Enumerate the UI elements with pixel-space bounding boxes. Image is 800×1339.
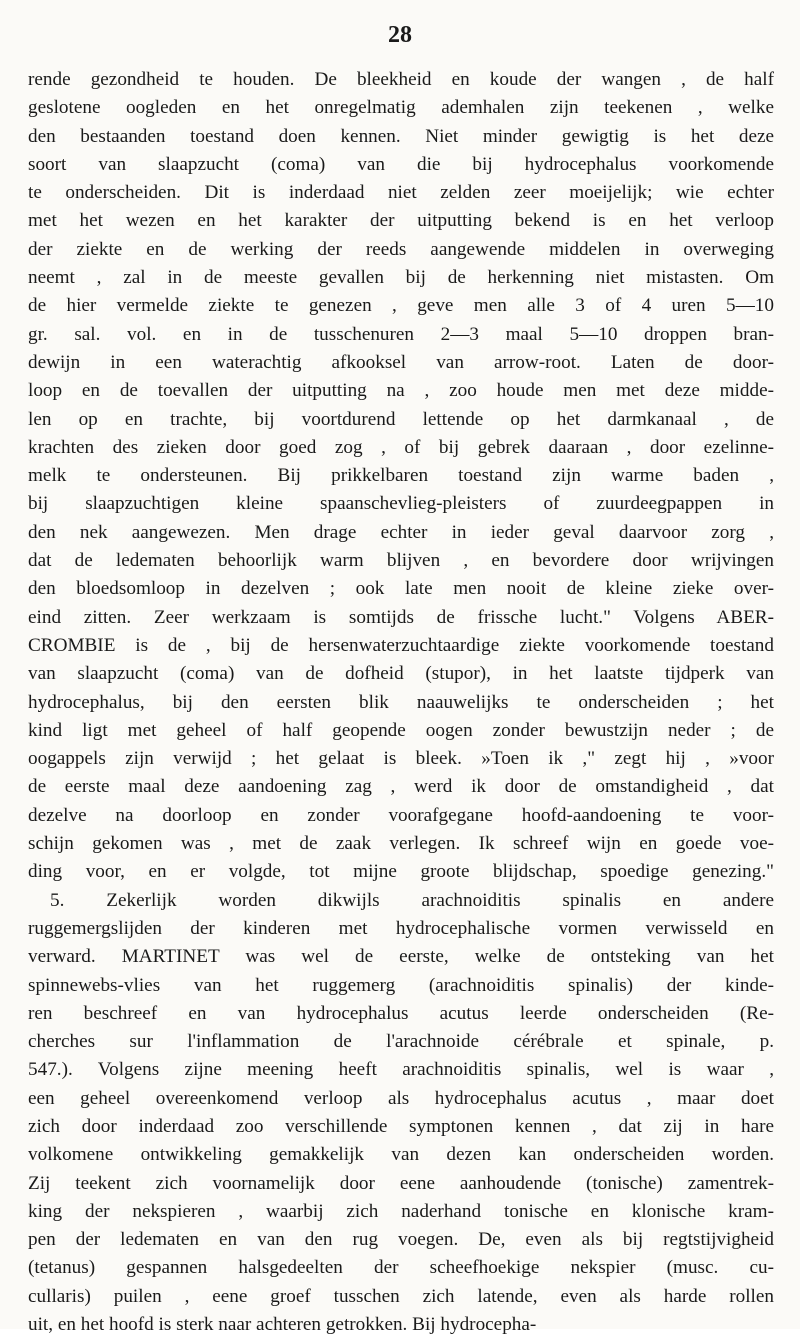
text-line: te onderscheiden. Dit is inderdaad niet zelden zeer moeijelijk; wie echter [28,182,774,204]
text-line: oogappels zijn verwijd ; het gelaat is bleek. »Toen ik ," zegt hij , »voor [28,748,774,770]
text-line: ding voor, en er volgde, tot mijne groote blijdschap, spoedige genezing." [28,861,774,883]
text-line: (tetanus) gespannen halsgedeelten der scheefhoekige nekspier (musc. cu- [28,1257,774,1279]
text-line: zich door inderdaad zoo verschillende symptonen kennen , dat zij in hare [28,1115,774,1137]
text-line: king der nekspieren , waarbij zich naderhand tonische en klonische kram- [28,1200,774,1222]
text-line: ruggemergslijden der kinderen met hydrocephalische vormen verwisseld en [28,917,774,939]
text-line: bij slaapzuchtigen kleine spaanschevlieg-pleisters of zuurdeegpappen in [28,493,774,515]
text-line: dewijn in een waterachtig afkooksel van arrow-root. Laten de door- [28,351,774,373]
text-line: schijn gekomen was , met de zaak verlegen. Ik schreef wijn en goede voe- [28,833,774,855]
text-line: soort van slaapzucht (coma) van die bij hydrocephalus voorkomende [28,153,774,175]
text-line: volkomene ontwikkeling gemakkelijk van dezen kan onderscheiden worden. [28,1144,774,1166]
text-line: dezelve na doorloop en zonder voorafgegane hoofd-aandoening te voor- [28,804,774,826]
text-line: spinnewebs-vlies van het ruggemerg (arachnoiditis spinalis) der kinde- [28,974,774,996]
text-line: ren beschreef en van hydrocephalus acutus leerde onderscheiden (Re- [28,1002,774,1024]
text-line: den bestaanden toestand doen kennen. Niet minder gewigtig is het deze [28,125,774,147]
text-line: dat de ledematen behoorlijk warm blijven , en bevordere door wrijvingen [28,550,774,572]
text-line: 5. Zekerlijk worden dikwijls arachnoiditis spinalis en andere [50,889,774,911]
text-line: eind zitten. Zeer werkzaam is somtijds de frissche lucht." Volgens ABER- [28,606,774,628]
text-line: met het wezen en het karakter der uitputting bekend is en het verloop [28,210,774,232]
text-line: neemt , zal in de meeste gevallen bij de herkenning niet mistasten. Om [28,267,774,289]
text-line: Zij teekent zich voornamelijk door eene aanhoudende (tonische) zamentrek- [28,1172,774,1194]
text-line: cherches sur l'inflammation de l'arachnoide cérébrale et spinale, p. [28,1031,774,1053]
text-line: een geheel overeenkomend verloop als hydrocephalus acutus , maar doet [28,1087,774,1109]
page-number: 28 [388,22,412,48]
text-line: cullaris) puilen , eene groef tusschen zich latende, even als harde rollen [28,1285,774,1307]
text-line: den nek aangewezen. Men drage echter in ieder geval daarvoor zorg , [28,521,774,543]
text-line: len op en trachte, bij voortdurend lettende op het darmkanaal , de [28,408,774,430]
text-line: de eerste maal deze aandoening zag , werd ik door de omstandigheid , dat [28,776,774,798]
text-line: kind ligt met geheel of half geopende oogen zonder bewustzijn neder ; de [28,719,774,741]
text-line: geslotene oogleden en het onregelmatig ademhalen zijn teekenen , welke [28,97,774,119]
text-line: de hier vermelde ziekte te genezen , geve men alle 3 of 4 uren 5—10 [28,295,774,317]
text-line: rende gezondheid te houden. De bleekheid en koude der wangen , de half [28,69,774,90]
text-line: loop en de toevallen der uitputting na , zoo houde men met deze midde- [28,380,774,402]
text-line: gr. sal. vol. en in de tusschenuren 2—3 maal 5—10 droppen bran- [28,323,774,345]
text-line: melk te ondersteunen. Bij prikkelbaren toestand zijn warme baden , [28,465,774,487]
text-line: CROMBIE is de , bij de hersenwaterzuchtaardige ziekte voorkomende toestand [28,634,774,656]
text-line: uit, en het hoofd is sterk naar achteren getrokken. Bij hydrocepha- [28,1314,537,1336]
body-text [28,66,774,1339]
text-line: pen der ledematen en van den rug voegen. De, even als bij regtstijvigheid [28,1229,774,1251]
text-line: der ziekte en de werking der reeds aangewende middelen in overweging [28,238,774,260]
text-line: hydrocephalus, bij den eersten blik naauwelijks te onderscheiden ; het [28,691,774,713]
text-line: verward. MARTINET was wel de eerste, welke de ontsteking van het [28,946,774,968]
text-line: 547.). Volgens zijne meening heeft arachnoiditis spinalis, wel is waar , [28,1059,774,1081]
text-line: krachten des zieken door goed zog , of bij gebrek daaraan , door ezelinne- [28,436,774,458]
text-line: van slaapzucht (coma) van de dofheid (stupor), in het laatste tijdperk van [28,663,774,685]
text-line: den bloedsomloop in dezelven ; ook late men nooit de kleine zieke over- [28,578,774,600]
